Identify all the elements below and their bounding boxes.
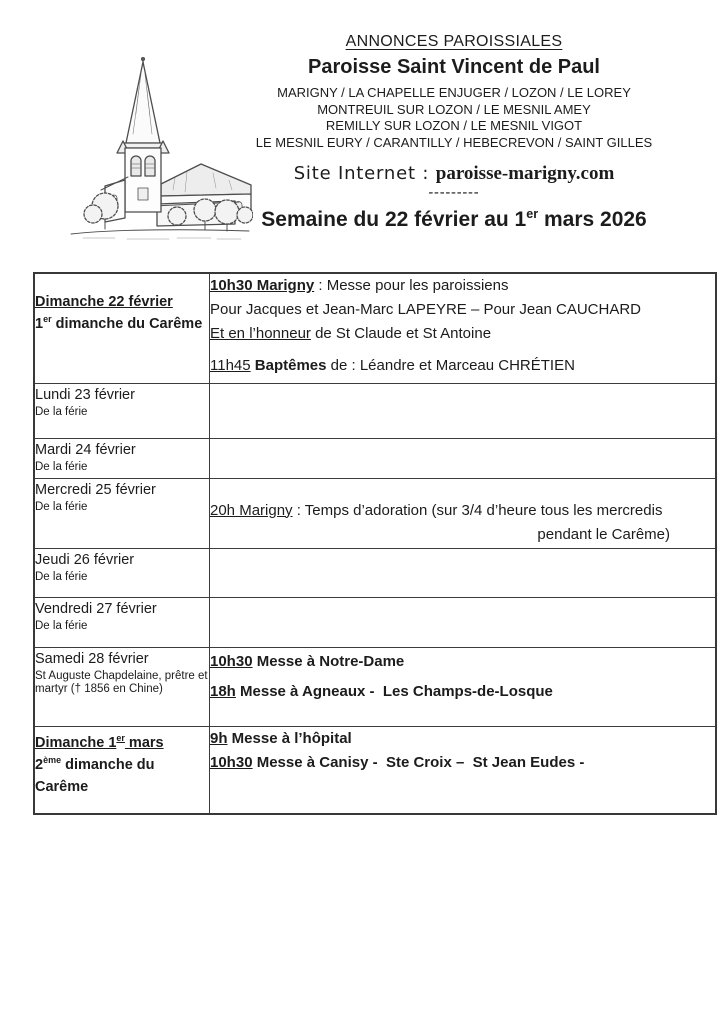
website-label: Site Internet : [293, 163, 436, 184]
text-line: Jeudi 26 février [35, 551, 135, 568]
text-line: Et en l’honneur de St Claude et St Antoine [210, 325, 492, 342]
events-cell [210, 597, 717, 647]
week-title [188, 208, 720, 232]
text-line: De la férie [35, 570, 88, 583]
text-line: Samedi 28 février [35, 650, 149, 667]
text-line: Mardi 24 février [35, 441, 136, 458]
day-cell [34, 383, 210, 438]
text-line: De la férie [35, 460, 88, 473]
day-cell [34, 597, 210, 647]
text-line: 10h30 Messe à Canisy - Ste Croix – St Jean Eudes - [210, 753, 585, 771]
schedule-table-body [34, 273, 716, 814]
table-row [34, 597, 716, 647]
text-line: Vendredi 27 février [35, 600, 157, 617]
table-row [34, 383, 716, 438]
text-line: 2ème dimanche du Carême [35, 754, 155, 795]
header [188, 33, 720, 232]
table-row [34, 273, 716, 383]
events-cell [210, 726, 717, 814]
parish-name: Paroisse Saint Vincent de Paul [308, 56, 600, 78]
text-line: Lundi 23 février [35, 386, 135, 403]
day-cell [34, 548, 210, 597]
text-line: 11h45 Baptêmes de : Léandre et Marceau CHRÉTIEN [210, 357, 575, 374]
text-line: Dimanche 22 février [35, 294, 173, 310]
day-cell [34, 726, 210, 814]
events-cell [210, 478, 717, 548]
text-line: 1er dimanche du Carême [35, 314, 203, 332]
communes-line: LE MESNIL EURY / CARANTILLY / HEBECREVON / SAINT GILLES [255, 134, 653, 150]
events-cell [210, 273, 717, 383]
text-line: pendant le Carême) [537, 525, 670, 543]
week-title-text: Semaine du 22 février au 1 [261, 208, 527, 231]
text-line: 10h30 Messe à Notre-Dame [210, 652, 405, 670]
text-line: Dimanche 1er mars [35, 732, 164, 751]
events-cell [210, 383, 717, 438]
text-line: 10h30 Marigny : Messe pour les paroissiens [210, 277, 509, 294]
website-url: paroisse-marigny.com [435, 163, 615, 184]
schedule-table [33, 272, 717, 815]
events-cell [210, 438, 717, 478]
communes-line: REMILLY SUR LOZON / LE MESNIL VIGOT [325, 118, 583, 133]
day-cell [34, 273, 210, 383]
table-row [34, 647, 716, 726]
separator-dashes: --------- [428, 185, 480, 200]
day-cell [34, 438, 210, 478]
text-line: Mercredi 25 février [35, 481, 156, 498]
text-line: De la férie [35, 405, 88, 418]
week-title-ordinal: er [526, 207, 539, 221]
table-row [34, 548, 716, 597]
text-line: 18h Messe à Agneaux - Les Champs-de-Losque [210, 682, 553, 700]
communes-line: MARIGNY / LA CHAPELLE ENJUGER / LOZON / LE LOREY [277, 85, 631, 100]
communes-line: MONTREUIL SUR LOZON / LE MESNIL AMEY [317, 101, 591, 117]
text-line: St Auguste Chapdelaine, prêtre et martyr († 1856 en Chine) [35, 669, 208, 695]
text-line: De la férie [35, 619, 88, 632]
text-line: 20h Marigny : Temps d’adoration (sur 3/4 d’heure tous les mercredis [210, 501, 663, 519]
text-line: Pour Jacques et Jean-Marc LAPEYRE – Pour Jean CAUCHARD [210, 301, 642, 318]
website-line [188, 163, 720, 185]
page-title: ANNONCES PAROISSIALES [345, 33, 563, 50]
day-cell [34, 647, 210, 726]
table-row [34, 438, 716, 478]
text-line: 9h Messe à l’hôpital [210, 729, 352, 747]
events-cell [210, 647, 717, 726]
events-cell [210, 548, 717, 597]
text-line: De la férie [35, 500, 88, 513]
table-row [34, 478, 716, 548]
week-title-text: mars 2026 [538, 208, 647, 231]
communes-list [188, 85, 720, 151]
table-row [34, 726, 716, 814]
day-cell [34, 478, 210, 548]
